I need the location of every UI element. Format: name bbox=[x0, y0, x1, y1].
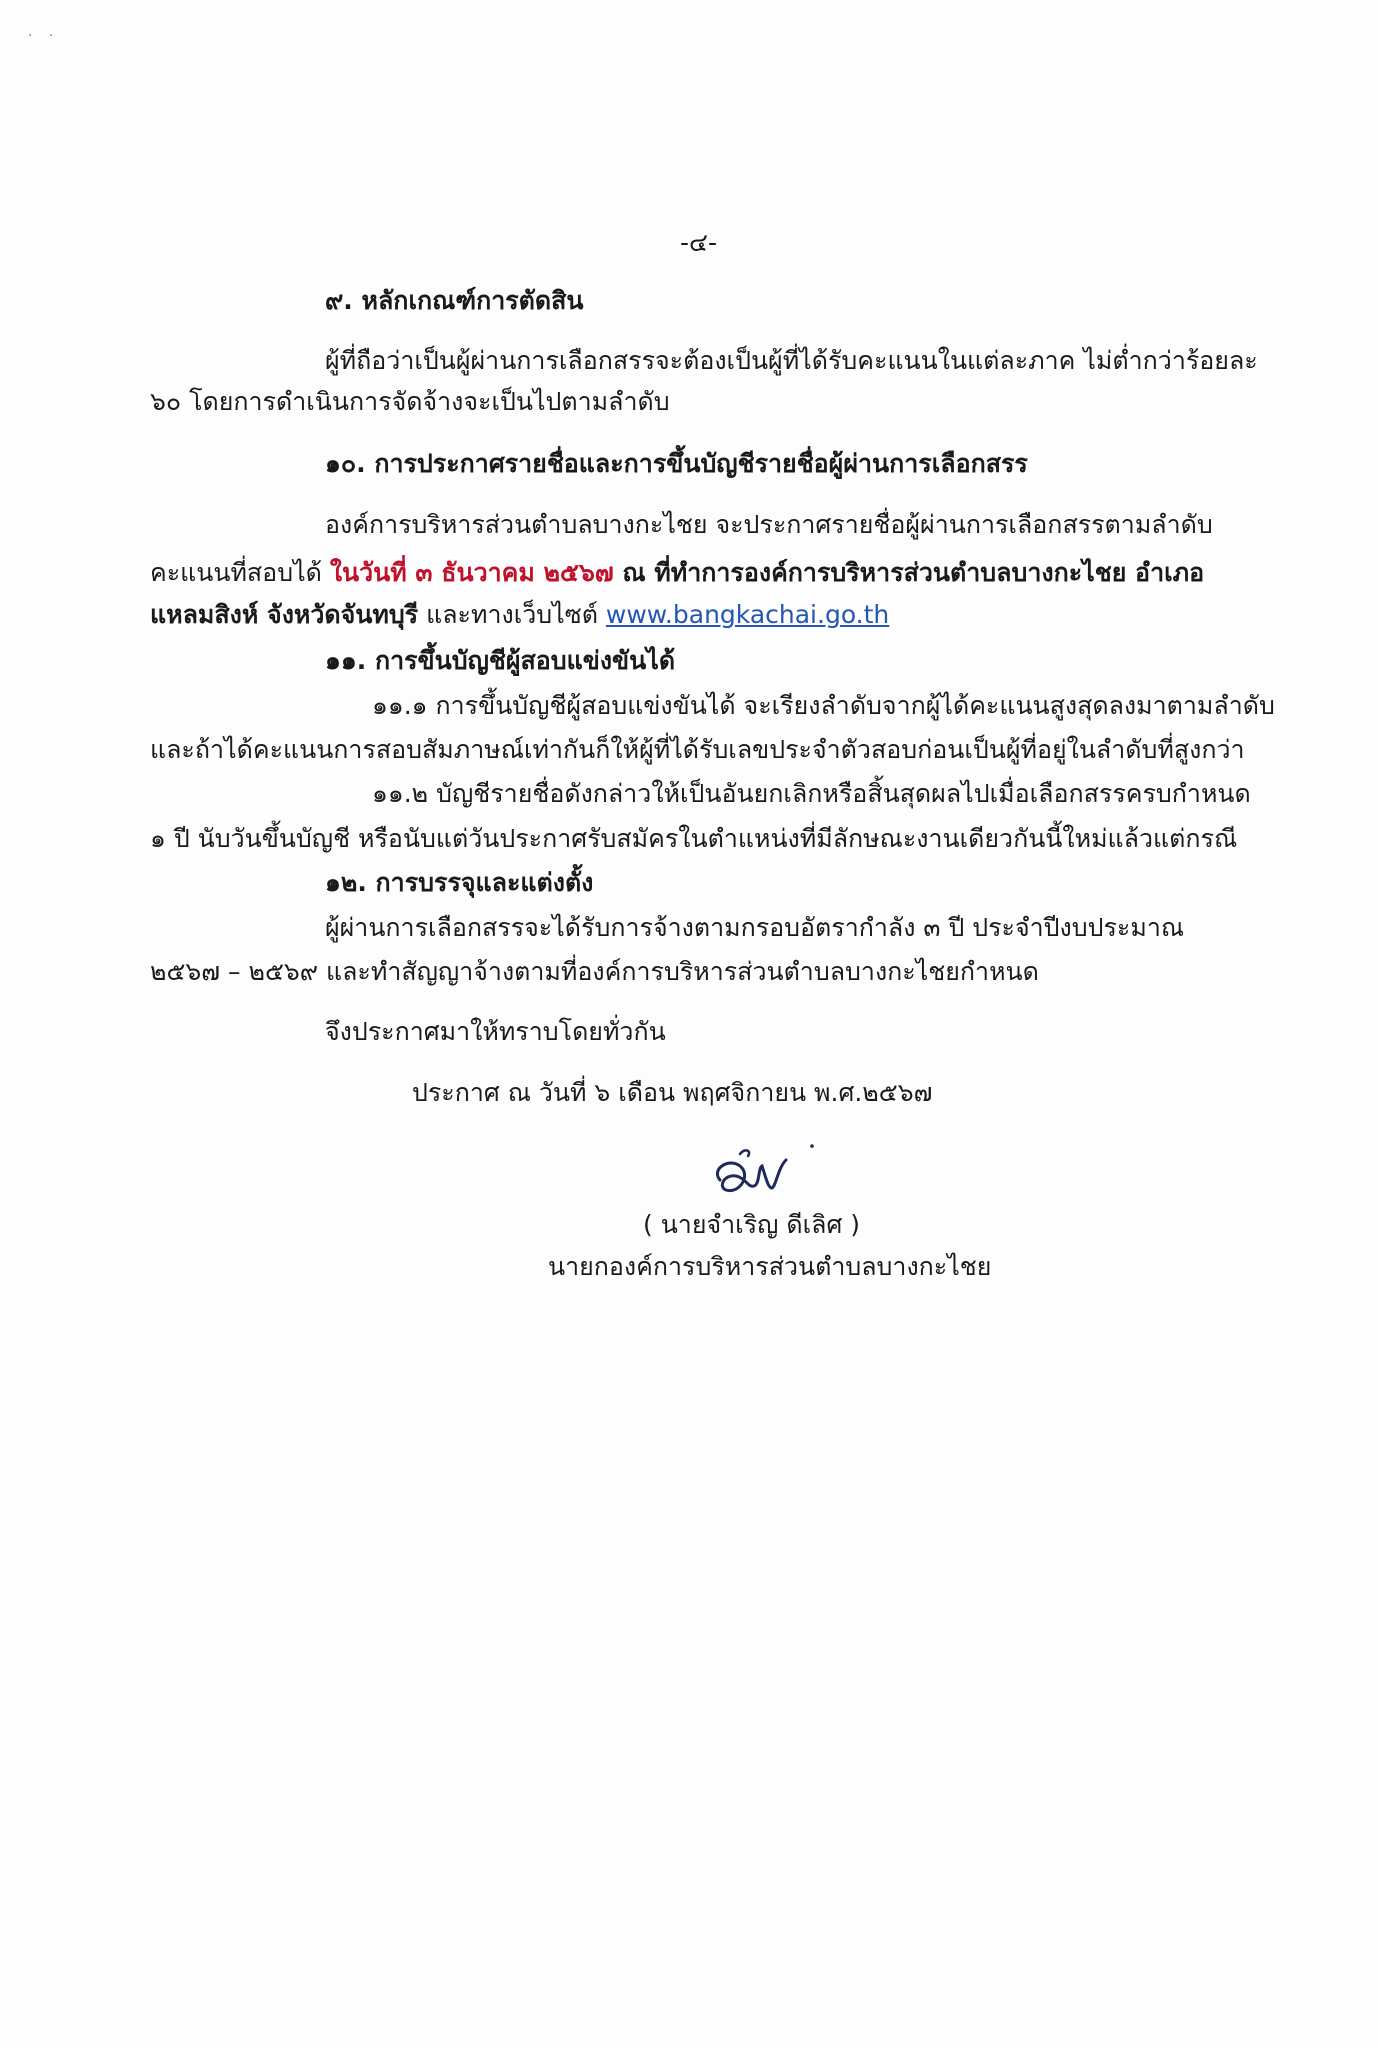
section10-body-line3-mid: และทางเว็บไซต์ bbox=[418, 600, 606, 629]
section9-heading: ๙. หลักเกณฑ์การตัดสิน bbox=[325, 286, 584, 315]
signer-name: ( นายจำเริญ ดีเลิศ ) bbox=[643, 1210, 861, 1239]
section12-body-line2: ๒๕๖๗ – ๒๕๖๙ และทำสัญญาจ้างตามที่องค์การบริหารส่วนตำบลบางกะไชยกำหนด bbox=[150, 957, 1039, 986]
section10-body-line2-suffix: ณ ที่ทำการองค์การบริหารส่วนตำบลบางกะไชย อำเภอ bbox=[613, 558, 1205, 587]
section11-item1-line2: และถ้าได้คะแนนการสอบสัมภาษณ์เท่ากันก็ให้ผู้ที่ได้รับเลขประจำตัวสอบก่อนเป็นผู้ที่อยู่ในลำดับที่สูงกว่า bbox=[150, 735, 1245, 764]
section11-item1-line1: ๑๑.๑ การขึ้นบัญชีผู้สอบแข่งขันได้ จะเรียงลำดับจากผู้ได้คะแนนสูงสุดลงมาตามลำดับ bbox=[372, 691, 1275, 720]
website-link[interactable]: www.bangkachai.go.th bbox=[605, 600, 890, 629]
scan-marks: · · bbox=[28, 28, 60, 44]
section10-body-line1: องค์การบริหารส่วนตำบลบางกะไชย จะประกาศรายชื่อผู้ผ่านการเลือกสรรตามลำดับ bbox=[325, 510, 1213, 539]
section11-item2-line2: ๑ ปี นับวันขึ้นบัญชี หรือนับแต่วันประกาศรับสมัครในตำแหน่งที่มีลักษณะงานเดียวกันนี้ใหม่แล้วแต่กรณี bbox=[150, 824, 1238, 853]
section12-body-line1: ผู้ผ่านการเลือกสรรจะได้รับการจ้างตามกรอบอัตรากำลัง ๓ ปี ประจำปีงบประมาณ bbox=[325, 913, 1185, 942]
section10-body-line3-prefix: แหลมสิงห์ จังหวัดจันทบุรี bbox=[150, 600, 419, 629]
section10-heading: ๑๐. การประกาศรายชื่อและการขึ้นบัญชีรายชื่อผู้ผ่านการเลือกสรร bbox=[325, 449, 1028, 478]
section9-body-line1: ผู้ที่ถือว่าเป็นผู้ผ่านการเลือกสรรจะต้องเป็นผู้ที่ได้รับคะแนนในแต่ละภาค ไม่ต่ำกว่าร้อยละ bbox=[325, 346, 1258, 375]
section10-body-line3 bbox=[150, 598, 889, 632]
section12-heading: ๑๒. การบรรจุและแต่งตั้ง bbox=[325, 868, 594, 897]
section10-body-line2-prefix: คะแนนที่สอบได้ bbox=[150, 558, 330, 587]
page-number: -๔- bbox=[680, 228, 717, 257]
closing-statement: จึงประกาศมาให้ทราบโดยทั่วกัน bbox=[325, 1017, 666, 1046]
section11-item2-line1: ๑๑.๒ บัญชีรายชื่อดังกล่าวให้เป็นอันยกเลิกหรือสิ้นสุดผลไปเมื่อเลือกสรรครบกำหนด bbox=[372, 779, 1251, 808]
announce-date: ประกาศ ณ วันที่ ๖ เดือน พฤศจิกายน พ.ศ.๒๕๖๗ bbox=[412, 1078, 933, 1107]
section11-heading: ๑๑. การขึ้นบัญชีผู้สอบแข่งขันได้ bbox=[325, 646, 676, 675]
announcement-date: ในวันที่ ๓ ธันวาคม ๒๕๖๗ bbox=[329, 558, 614, 587]
section9-body-line2: ๖๐ โดยการดำเนินการจัดจ้างจะเป็นไปตามลำดับ bbox=[150, 387, 670, 416]
signature-image bbox=[702, 1138, 822, 1218]
section10-body-line2 bbox=[150, 556, 1204, 590]
signer-title: นายกองค์การบริหารส่วนตำบลบางกะไชย bbox=[548, 1252, 992, 1281]
